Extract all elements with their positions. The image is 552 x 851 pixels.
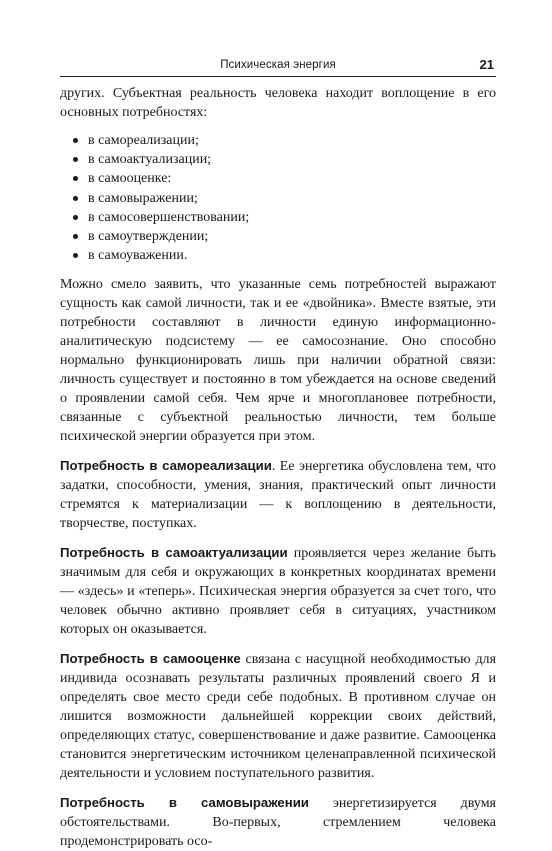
bullet-icon — [73, 196, 78, 201]
intro-paragraph: других. Субъектная реальность человека находит воплощение в его основных потребностях: — [60, 86, 496, 120]
bullet-icon — [73, 253, 78, 258]
bullet-icon — [73, 234, 78, 239]
list-item-text: в самореализации; — [88, 133, 199, 148]
running-header — [60, 56, 496, 77]
section-text: проявляется через желание быть значимым для себя и окружающих в конкретных координатах времени — «здесь» и «теперь». Психическая энергия образуется за счет того, что человек обычно активно проявляет себя в ситуациях, участником которых он оказывается. — [60, 546, 496, 638]
bullet-icon — [73, 138, 78, 143]
list-item — [60, 208, 496, 227]
list-item — [60, 189, 496, 208]
bullet-icon — [73, 176, 78, 181]
section-text: связана с насущной необходимостью для индивида осознавать результаты различных проявлений своего Я и определять свое место среди себе подобных. В противном случае он лишится возможности дальнейшей коррекции своих действий, определяющих статус, совершенствование и даже развитие. Самооценка становится энергетическим источником целенаправленной психической деятельности и условием поступательного развития. — [60, 652, 496, 782]
list-item — [60, 131, 496, 150]
section-self-actualization — [60, 543, 496, 639]
list-item — [60, 169, 496, 188]
list-item — [60, 227, 496, 246]
list-item-text: в самоактуализации; — [88, 152, 212, 168]
list-item — [60, 150, 496, 169]
list-item-text: в самоутверждении; — [88, 229, 209, 245]
list-item-text: в самовыражении; — [88, 190, 198, 206]
section-text: . Ее энергетика обусловлена тем, что задатки, способности, умения, знания, практический опыт личности стремятся к материализации — к воплощению в деятельности, творчестве, поступках. — [60, 459, 496, 532]
section-term: Потребность в самооценке — [60, 651, 241, 667]
section-self-expression — [60, 793, 496, 851]
section-term: Потребность в самоактуализации — [60, 545, 288, 561]
list-item-text: в самооценке: — [88, 171, 172, 187]
summary-paragraph: Можно смело заявить, что указанные семь потребностей выражают сущность как самой личности, так и ее «двойника». Вместе взятые, эти потребности составляют в личности единую информационно-аналитическую подсистему — ее самосознание. Оно способно нормально функционировать лишь при наличии обратной связи: личность существует и постоянно в том убеждается на основе сведений о проявлении самой себя. Чем ярче и многоплановее потребности, связанные с субъектной реальностью личности, тем больше психической энергии образуется при этом. — [60, 277, 496, 445]
section-term: Потребность в самореализации — [60, 458, 272, 474]
list-item-text: в самоуважении. — [88, 248, 188, 264]
section-term: Потребность в самовыражении — [60, 795, 309, 811]
section-self-realization — [60, 456, 496, 533]
running-title: Психическая энергия — [220, 59, 336, 71]
page-body — [60, 84, 496, 851]
bullet-icon — [73, 157, 78, 162]
list-item — [60, 246, 496, 265]
needs-list — [60, 131, 496, 265]
list-item-text: в самосовершенствовании; — [88, 209, 250, 225]
bullet-icon — [73, 215, 78, 220]
page-number: 21 — [479, 57, 494, 72]
section-text: энергетизируется двумя обстоятельствами. Во-первых, стремлением человека продемонстрировать осо- — [60, 796, 496, 850]
section-self-esteem — [60, 649, 496, 783]
